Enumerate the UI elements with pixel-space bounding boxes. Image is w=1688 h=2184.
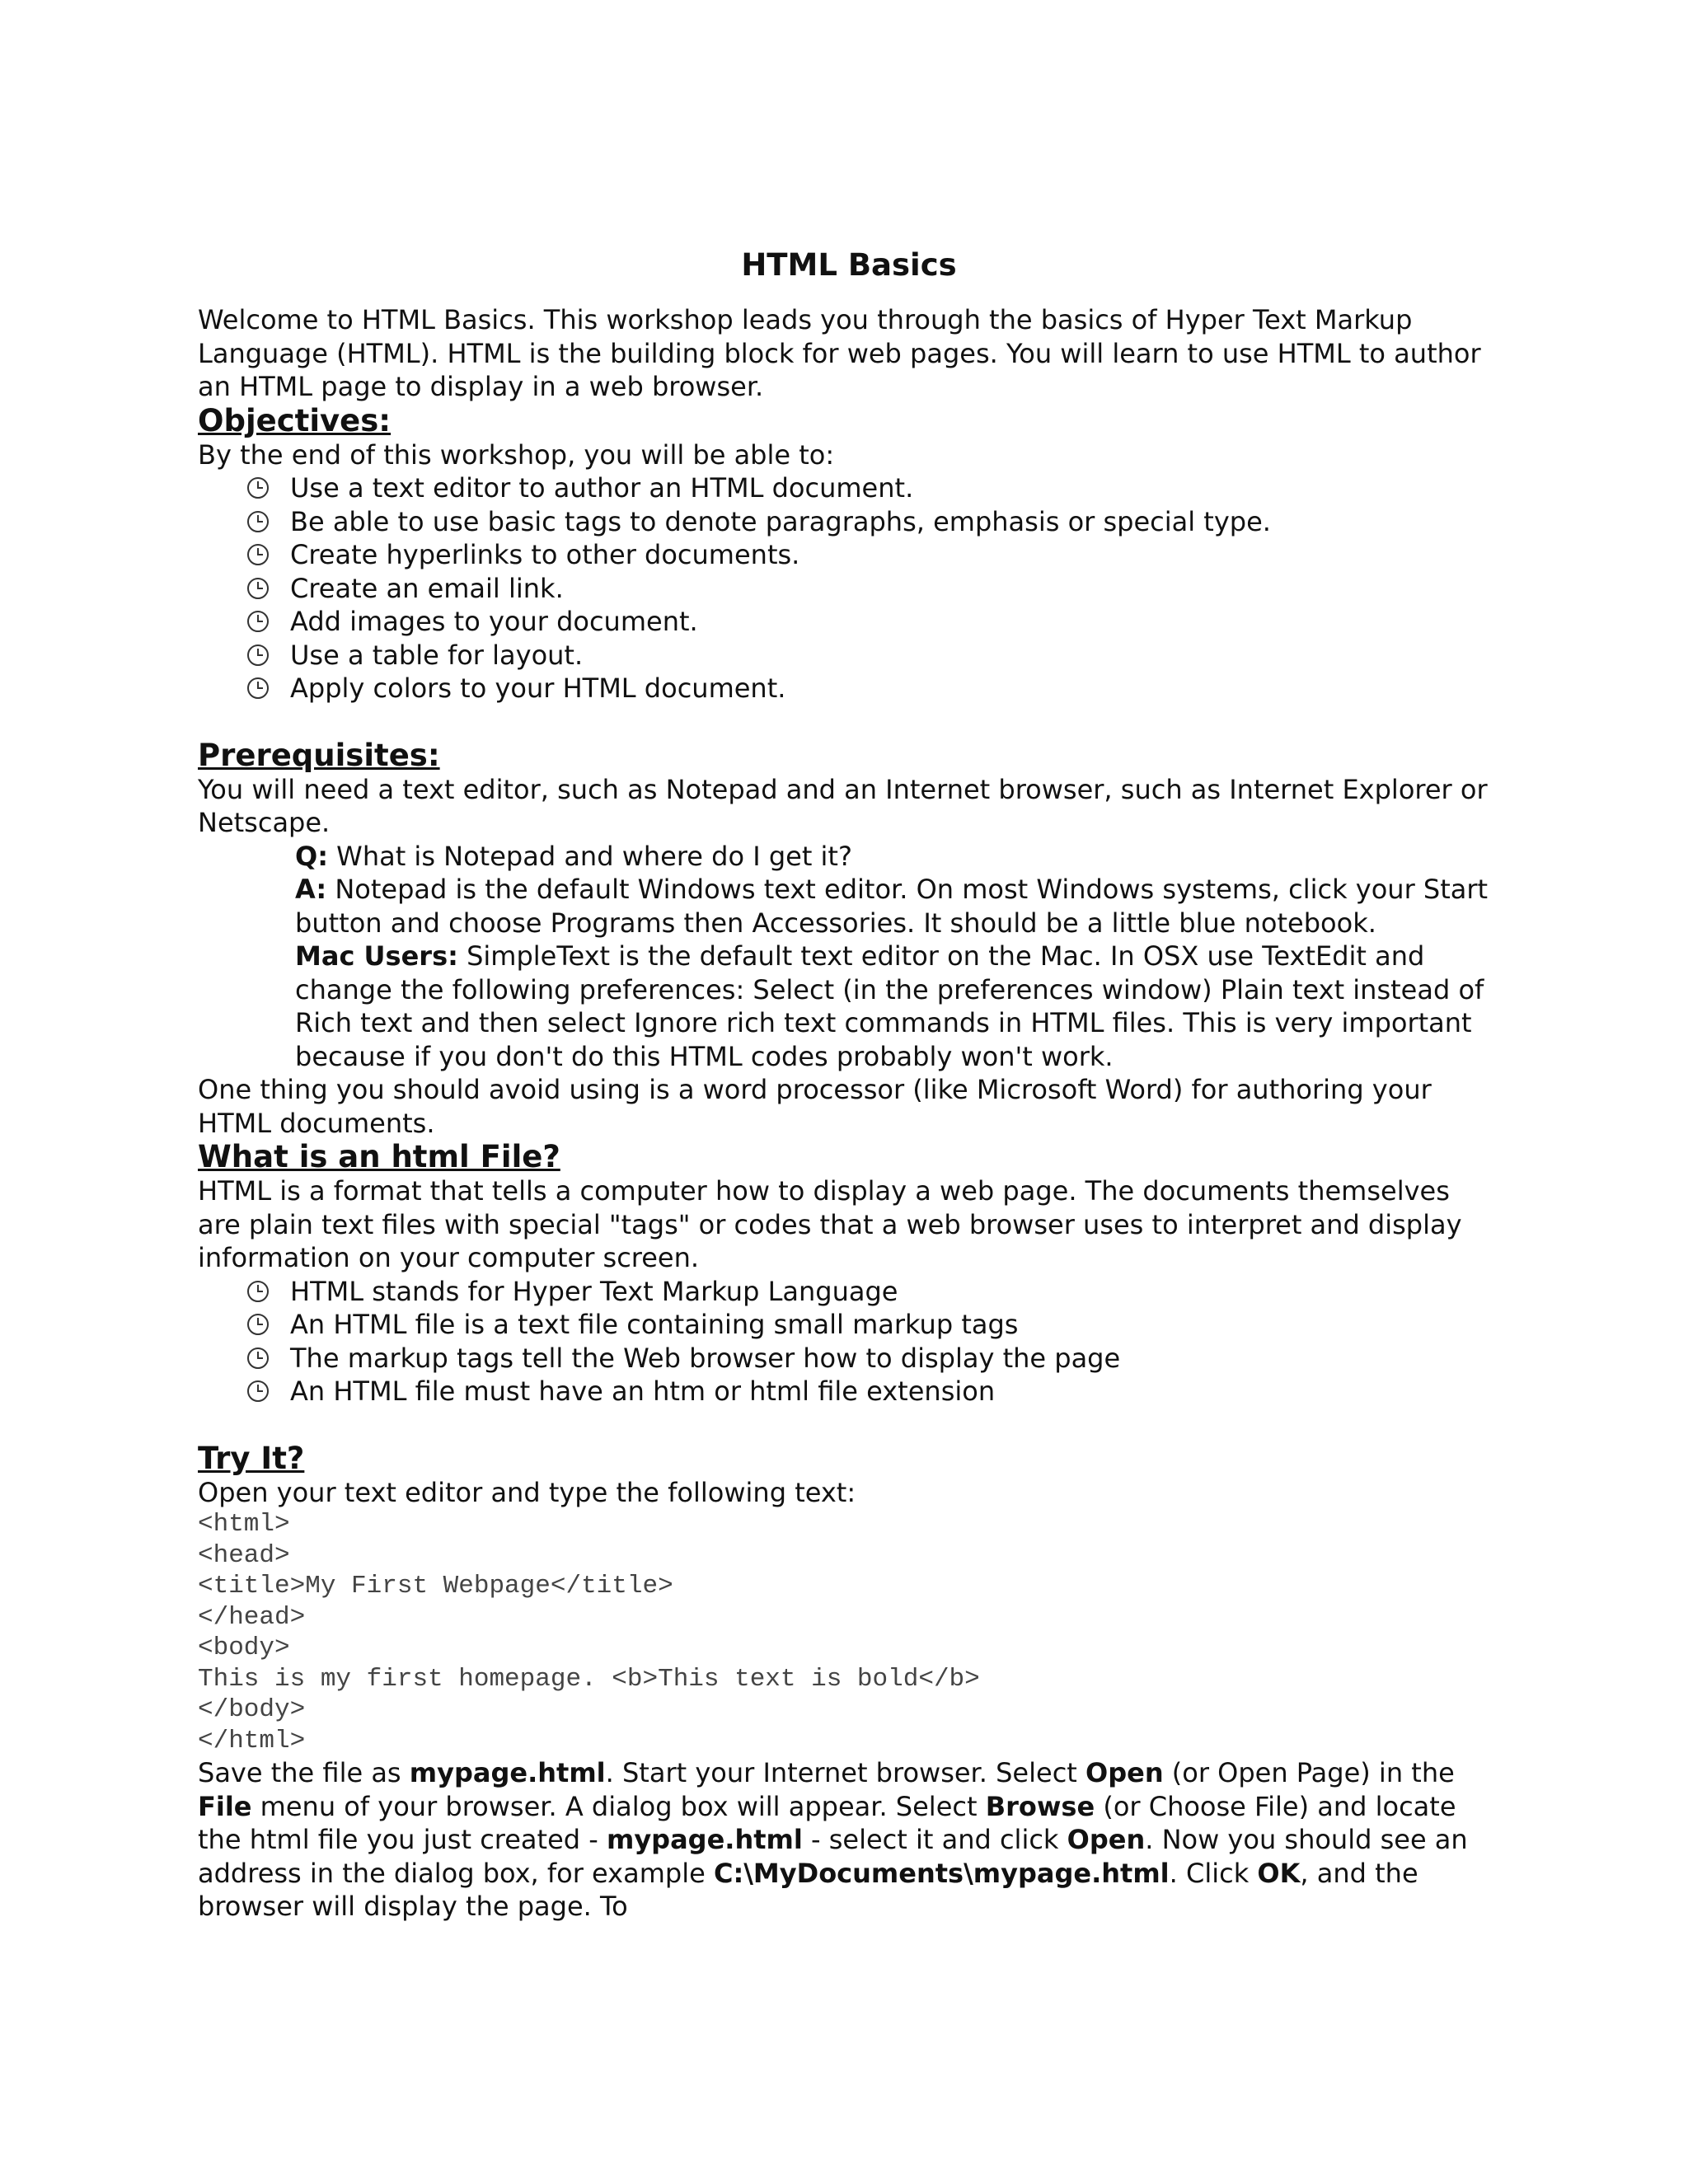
list-item-text: HTML stands for Hyper Text Markup Language — [290, 1275, 898, 1307]
document-page — [198, 247, 1500, 1924]
text-run: (or Choose File) and locate the html file you just created - — [198, 1790, 1456, 1855]
clock-bullet-icon — [247, 544, 269, 565]
list-item-text: Use a table for layout. — [290, 639, 584, 671]
question-label: Q: — [295, 840, 328, 872]
prerequisites-lead: You will need a text editor, such as Notepad and an Internet browser, such as Internet Explorer or Netscape. — [198, 773, 1488, 838]
list-item-text: An HTML file is a text file containing small markup tags — [290, 1309, 1019, 1340]
text-run: (or Open Page) in the — [1163, 1757, 1455, 1788]
text-run: menu of your browser. A dialog box will appear. Select — [251, 1790, 986, 1822]
list-item — [247, 471, 1500, 505]
bold-run: Open — [1067, 1824, 1146, 1855]
code-line: <title>My First Webpage</title> — [198, 1572, 673, 1601]
code-line: <html> — [198, 1510, 290, 1539]
code-line: </head> — [198, 1602, 306, 1632]
list-item-text: Apply colors to your HTML document. — [290, 673, 786, 704]
save-instructions — [198, 1756, 1500, 1924]
list-item-text: The markup tags tell the Web browser how to display the page — [290, 1342, 1121, 1374]
clock-bullet-icon — [247, 1281, 269, 1302]
clock-bullet-icon — [247, 477, 269, 499]
answer-text: Notepad is the default Windows text editor. On most Windows systems, click your Start button and choose Programs then Accessories. It should be a little blue notebook. — [295, 874, 1489, 939]
list-item — [247, 1375, 1500, 1408]
try-it-heading: Try It? — [198, 1440, 305, 1476]
intro-paragraph: Welcome to HTML Basics. This workshop leads you through the basics of Hyper Text Markup Language (HTML). HTML is the building block for web pages. You will learn to use HTML to author an HTML page to display in a web browser. — [198, 304, 1481, 402]
list-item — [247, 1308, 1500, 1342]
list-item-text: An HTML file must have an htm or html file extension — [290, 1376, 996, 1407]
objectives-list — [198, 471, 1500, 705]
faq-block — [198, 840, 1500, 1074]
list-item — [247, 505, 1500, 539]
clock-bullet-icon — [247, 511, 269, 532]
list-item-text: Add images to your document. — [290, 606, 698, 637]
word-processor-note: One thing you should avoid using is a word processor (like Microsoft Word) for authoring your HTML documents. — [198, 1074, 1432, 1139]
text-run: - select it and click — [802, 1824, 1067, 1855]
text-run: . Click — [1169, 1857, 1258, 1889]
html-facts-list — [198, 1275, 1500, 1408]
list-item — [247, 1342, 1500, 1376]
answer-label: A: — [295, 874, 327, 905]
list-item-text: Create hyperlinks to other documents. — [290, 539, 800, 570]
list-item — [247, 639, 1500, 673]
code-line: This is my first homepage. <b>This text is bold</b> — [198, 1664, 980, 1694]
list-item-text: Create an email link. — [290, 572, 564, 604]
list-item-text: Use a text editor to author an HTML document. — [290, 472, 914, 504]
bold-run: mypage.html — [606, 1824, 803, 1855]
code-line: </html> — [198, 1726, 306, 1755]
clock-bullet-icon — [247, 677, 269, 699]
bold-run: OK — [1257, 1857, 1301, 1889]
clock-bullet-icon — [247, 1380, 269, 1402]
text-run: , and the browser will display the page. To — [198, 1857, 1418, 1922]
code-line: <body> — [198, 1633, 290, 1662]
spacer — [198, 705, 1500, 738]
page-title: HTML Basics — [741, 247, 957, 283]
clock-bullet-icon — [247, 644, 269, 666]
list-item — [247, 672, 1500, 705]
question-text: What is Notepad and where do I get it? — [328, 840, 852, 872]
clock-bullet-icon — [247, 611, 269, 632]
try-it-lead: Open your text editor and type the following text: — [198, 1476, 856, 1508]
mac-users-text: SimpleText is the default text editor on the Mac. In OSX use TextEdit and change the following preferences: Select (in the preferences window) Plain text instead of Rich text and then select Ignore rich text commands in HTML files. This is very important because if you don't do this HTML codes probably won't work. — [295, 940, 1484, 1072]
code-line: <head> — [198, 1540, 290, 1570]
bold-run: File — [198, 1790, 252, 1822]
mac-users-label: Mac Users: — [295, 940, 458, 972]
clock-bullet-icon — [247, 578, 269, 599]
list-item — [247, 1275, 1500, 1309]
bold-run: Open — [1085, 1757, 1164, 1788]
what-is-html-lead: HTML is a format that tells a computer how to display a web page. The documents themselves are plain text files with special "tags" or codes that a web browser uses to interpret and display information on your computer screen. — [198, 1175, 1462, 1273]
prerequisites-heading: Prerequisites: — [198, 737, 440, 773]
list-item — [247, 538, 1500, 572]
spacer — [198, 1408, 1500, 1441]
list-item — [247, 605, 1500, 639]
faq-answer — [295, 873, 1500, 940]
bold-run: mypage.html — [409, 1757, 606, 1788]
list-item-text: Be able to use basic tags to denote paragraphs, emphasis or special type. — [290, 505, 1271, 537]
faq-question — [295, 840, 1500, 874]
clock-bullet-icon — [247, 1314, 269, 1335]
bold-run: Browse — [985, 1790, 1095, 1822]
text-run: . Start your Internet browser. Select — [605, 1757, 1085, 1788]
objectives-lead: By the end of this workshop, you will be able to: — [198, 438, 835, 471]
bold-run: C:\MyDocuments\mypage.html — [713, 1857, 1170, 1889]
code-line: </body> — [198, 1695, 306, 1724]
code-sample — [198, 1509, 1500, 1756]
text-run: . Now you should see an address in the dialog box, for example — [198, 1824, 1468, 1889]
text-run: Save the file as — [198, 1757, 410, 1788]
mac-users-note — [295, 940, 1500, 1073]
clock-bullet-icon — [247, 1347, 269, 1369]
list-item — [247, 572, 1500, 606]
objectives-heading: Objectives: — [198, 402, 392, 438]
what-is-html-heading: What is an html File? — [198, 1139, 560, 1174]
